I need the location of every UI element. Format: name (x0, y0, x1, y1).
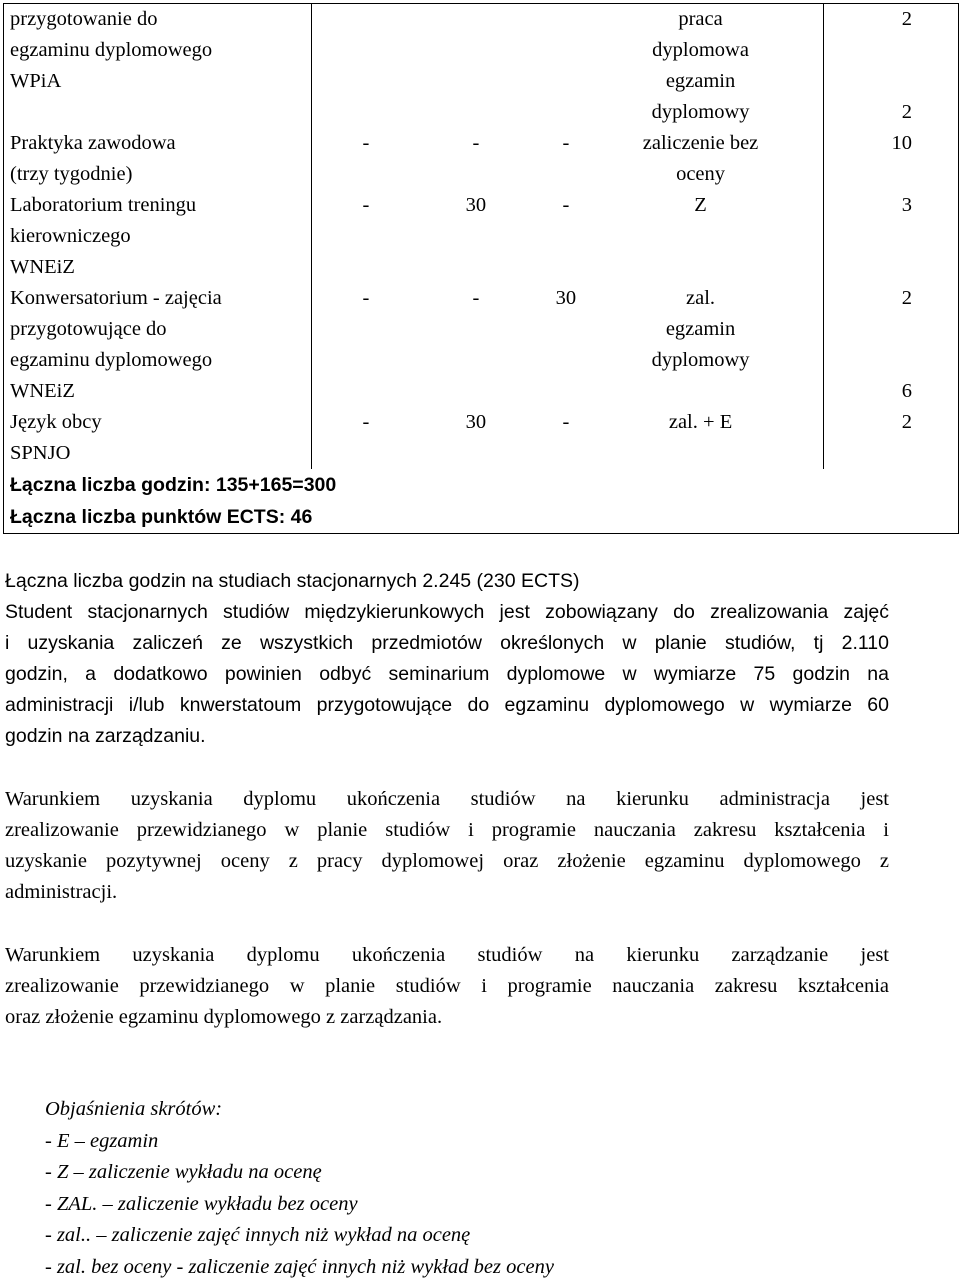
ects-value: 2 (830, 4, 912, 35)
ects-value: 3 (830, 190, 912, 221)
paragraph-line: zrealizowanie przewidzianego w planie studiów i programie nauczania zakresu kształcenia i (5, 815, 889, 846)
assessment-form-line: zal. + E (594, 407, 807, 438)
course-name-line: kierowniczego (10, 221, 306, 252)
assessment-form-line: zal. (594, 283, 807, 314)
ects-value (830, 66, 912, 97)
study-plan-table (3, 3, 959, 534)
table-row (4, 128, 959, 190)
hours-value: - (538, 128, 594, 190)
hours-value: - (538, 407, 594, 438)
hours-breakdown (318, 190, 807, 221)
ects-cell (824, 190, 959, 283)
legend-item: - E – egzamin (45, 1126, 554, 1158)
assessment-form-line: dyplomowa (594, 35, 807, 66)
paragraph-line: Warunkiem uzyskania dyplomu ukończenia studiów na kierunku zarządzanie jest (5, 940, 889, 971)
legend-item: - zal.. – zaliczenie zajęć innych niż wykład na ocenę (45, 1220, 554, 1252)
course-name-cell (4, 283, 312, 407)
course-name-line: WPiA (10, 66, 306, 97)
hours-value: 30 (414, 407, 538, 438)
assessment-form-line: dyplomowy (594, 345, 807, 376)
hours-value: - (414, 283, 538, 376)
assessment-form-line: dyplomowy (594, 97, 807, 128)
course-name-line: SPNJO (10, 438, 306, 469)
course-name-line: przygotowanie do (10, 4, 306, 35)
hours-breakdown (318, 4, 807, 128)
assessment-form-line: egzamin (594, 314, 807, 345)
assessment-form-line: praca (594, 4, 807, 35)
ects-value: 10 (830, 128, 912, 159)
ects-cell (824, 407, 959, 469)
assessment-form-line: zaliczenie bez (594, 128, 807, 159)
ects-value: 2 (830, 407, 912, 438)
ects-cell (824, 4, 959, 129)
course-name-cell (4, 190, 312, 283)
course-name-cell (4, 407, 312, 469)
hours-value: - (318, 128, 414, 190)
hours-value: - (318, 190, 414, 221)
ects-cell (824, 283, 959, 407)
course-name-line: Konwersatorium - zajęcia (10, 283, 306, 314)
hours-cell (311, 4, 823, 129)
legend-title: Objaśnienia skrótów: (45, 1094, 554, 1126)
paragraph-line: Student stacjonarnych studiów międzykierunkowych jest zobowiązany do zrealizowania zajęć (5, 597, 889, 628)
course-name-line: Laboratorium treningu (10, 190, 306, 221)
hours-cell (311, 283, 823, 407)
paragraph-line: zrealizowanie przewidzianego w planie studiów i programie nauczania zakresu kształcenia (5, 971, 889, 1002)
ects-value: 2 (830, 97, 912, 128)
hours-value (414, 4, 538, 128)
hours-cell (311, 128, 823, 190)
assessment-form (594, 4, 807, 128)
table-row (4, 407, 959, 469)
course-name-cell (4, 4, 312, 129)
course-name-line: WNEiZ (10, 252, 306, 283)
paragraph-line: administracji. (5, 877, 889, 908)
course-name-line: WNEiZ (10, 376, 306, 407)
course-name-line: Język obcy (10, 407, 306, 438)
ects-value (830, 35, 912, 66)
paragraph-line: godzin na zarządzaniu. (5, 721, 889, 752)
legend-item: - Z – zaliczenie wykładu na ocenę (45, 1157, 554, 1189)
course-name-line: egzaminu dyplomowego (10, 345, 306, 376)
course-name-cell (4, 128, 312, 190)
paragraph-administracja (5, 784, 889, 908)
ects-value: 2 (830, 283, 912, 314)
legend-item: - ZAL. – zaliczenie wykładu bez oceny (45, 1189, 554, 1221)
paragraph-requirements (5, 597, 889, 752)
paragraph-line: godzin, a dodatkowo powinien odbyć seminarium dyplomowe w wymiarze 75 godzin na (5, 659, 889, 690)
abbreviation-legend (45, 1094, 554, 1283)
assessment-form (594, 190, 807, 221)
assessment-form (594, 128, 807, 190)
course-name-line: Praktyka zawodowa (10, 128, 306, 159)
legend-item: - zal. bez oceny - zaliczenie zajęć innych niż wykład bez oceny (45, 1252, 554, 1283)
paragraph-line: administracji i/lub knwerstatoum przygotowujące do egzaminu dyplomowego w wymiarze 60 (5, 690, 889, 721)
total-hours-row (4, 469, 959, 501)
course-name-line: (trzy tygodnie) (10, 159, 306, 190)
paragraph-line: Warunkiem uzyskania dyplomu ukończenia studiów na kierunku administracja jest (5, 784, 889, 815)
hours-breakdown (318, 128, 807, 190)
ects-value (830, 314, 912, 345)
hours-value: - (414, 128, 538, 190)
hours-breakdown (318, 283, 807, 376)
course-name-line: przygotowujące do (10, 314, 306, 345)
assessment-form (594, 407, 807, 438)
hours-cell (311, 407, 823, 469)
table-row (4, 190, 959, 283)
ects-value: 6 (830, 376, 912, 407)
course-name-line: egzaminu dyplomowego (10, 35, 306, 66)
total-hours-text: Łączna liczba godzin: 135+165=300 (4, 469, 959, 501)
hours-value: - (318, 283, 414, 376)
hours-value (318, 4, 414, 128)
assessment-form-line: oceny (594, 159, 807, 190)
hours-value (538, 4, 594, 128)
paragraph-zarzadzanie (5, 940, 889, 1033)
paragraph-line: oraz złożenie egzaminu dyplomowego z zarządzania. (5, 1002, 889, 1033)
total-ects-row (4, 501, 959, 534)
hours-value: - (318, 407, 414, 438)
ects-value (830, 345, 912, 376)
hours-cell (311, 190, 823, 283)
total-ects-text: Łączna liczba punktów ECTS: 46 (4, 501, 959, 534)
summary-line: Łączna liczba godzin na studiach stacjonarnych 2.245 (230 ECTS) (5, 566, 889, 597)
hours-value: 30 (414, 190, 538, 221)
assessment-form-line: Z (594, 190, 807, 221)
hours-value: - (538, 190, 594, 221)
hours-value: 30 (538, 283, 594, 376)
assessment-form-line: egzamin (594, 66, 807, 97)
hours-breakdown (318, 407, 807, 438)
table-row (4, 4, 959, 129)
assessment-form (594, 283, 807, 376)
paragraph-line: uzyskanie pozytywnej oceny z pracy dyplomowej oraz złożenie egzaminu dyplomowego z (5, 846, 889, 877)
table-row (4, 283, 959, 407)
ects-cell (824, 128, 959, 190)
paragraph-line: i uzyskania zaliczeń ze wszystkich przedmiotów określonych w planie studiów, tj 2.110 (5, 628, 889, 659)
